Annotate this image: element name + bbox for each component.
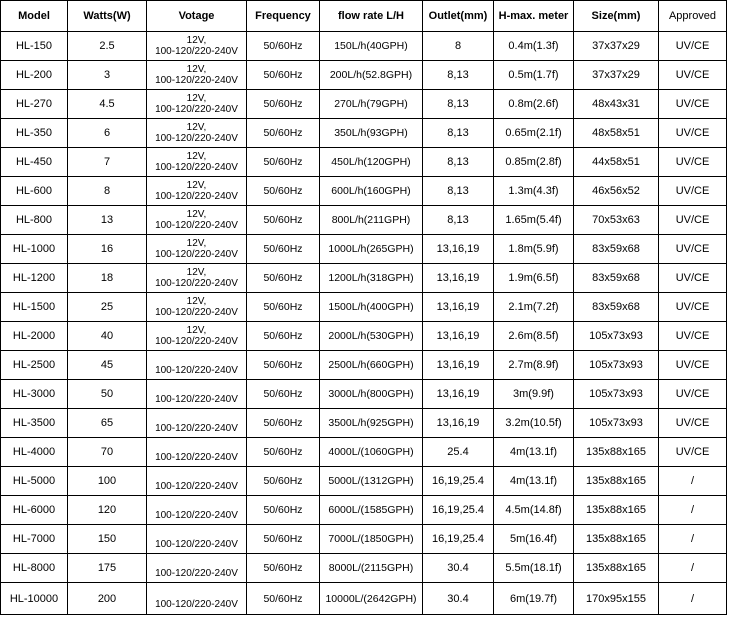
cell-approved: UV/CE [659,293,727,322]
cell-watts: 8 [68,177,147,206]
cell-model: HL-350 [1,119,68,148]
cell-model: HL-2500 [1,351,68,380]
cell-flow-rate: 7000L/(1850GPH) [320,525,423,554]
cell-flow-rate: 1200L/h(318GPH) [320,264,423,293]
cell-approved: UV/CE [659,235,727,264]
cell-model: HL-1000 [1,235,68,264]
table-row [1,293,727,322]
cell-voltage [147,438,247,467]
cell-approved: / [659,525,727,554]
cell-model: HL-3500 [1,409,68,438]
cell-voltage [147,554,247,583]
cell-voltage [147,235,247,264]
cell-outlet: 13,16,19 [423,322,494,351]
cell-approved: UV/CE [659,206,727,235]
cell-model: HL-800 [1,206,68,235]
cell-hmax: 4.5m(14.8f) [494,496,574,525]
cell-outlet: 25.4 [423,438,494,467]
cell-outlet: 8,13 [423,61,494,90]
table-row [1,119,727,148]
cell-model: HL-2000 [1,322,68,351]
cell-voltage [147,380,247,409]
cell-approved: UV/CE [659,119,727,148]
voltage-line-2: 100-120/220-240V [155,510,238,521]
cell-frequency: 50/60Hz [247,496,320,525]
cell-outlet: 16,19,25.4 [423,496,494,525]
voltage-line-1 [148,588,245,599]
cell-frequency: 50/60Hz [247,32,320,61]
cell-voltage [147,322,247,351]
cell-frequency: 50/60Hz [247,467,320,496]
cell-model: HL-600 [1,177,68,206]
cell-flow-rate: 450L/h(120GPH) [320,148,423,177]
voltage-line-2: 100-120/220-240V [155,539,238,550]
cell-watts: 65 [68,409,147,438]
cell-approved: UV/CE [659,409,727,438]
table-row [1,148,727,177]
table-row [1,235,727,264]
cell-flow-rate: 600L/h(160GPH) [320,177,423,206]
cell-outlet: 30.4 [423,583,494,615]
cell-model: HL-7000 [1,525,68,554]
cell-size: 105x73x93 [574,322,659,351]
cell-outlet: 13,16,19 [423,264,494,293]
cell-hmax: 0.5m(1.7f) [494,61,574,90]
cell-size: 105x73x93 [574,409,659,438]
cell-approved: UV/CE [659,264,727,293]
cell-approved: / [659,467,727,496]
cell-watts: 70 [68,438,147,467]
cell-approved: UV/CE [659,322,727,351]
cell-voltage [147,206,247,235]
cell-model: HL-8000 [1,554,68,583]
cell-watts: 40 [68,322,147,351]
cell-flow-rate: 3500L/h(925GPH) [320,409,423,438]
cell-frequency: 50/60Hz [247,525,320,554]
cell-voltage [147,525,247,554]
cell-outlet: 13,16,19 [423,293,494,322]
voltage-line-1: 12V, [186,238,207,249]
table-row [1,61,727,90]
voltage-line-1 [148,354,245,365]
cell-voltage [147,583,247,615]
voltage-line-1 [148,499,245,510]
cell-voltage [147,177,247,206]
voltage-line-1: 12V, [186,93,207,104]
cell-frequency: 50/60Hz [247,148,320,177]
cell-outlet: 8 [423,32,494,61]
cell-watts: 100 [68,467,147,496]
cell-frequency: 50/60Hz [247,351,320,380]
table-row [1,380,727,409]
cell-outlet: 8,13 [423,90,494,119]
voltage-line-2: 100-120/220-240V [155,191,238,202]
cell-outlet: 16,19,25.4 [423,525,494,554]
cell-watts: 50 [68,380,147,409]
voltage-line-2: 100-120/220-240V [155,307,238,318]
cell-model: HL-1500 [1,293,68,322]
cell-model: HL-150 [1,32,68,61]
cell-outlet: 8,13 [423,119,494,148]
cell-hmax: 3.2m(10.5f) [494,409,574,438]
cell-flow-rate: 5000L/(1312GPH) [320,467,423,496]
table-row [1,409,727,438]
table-row [1,467,727,496]
cell-outlet: 8,13 [423,177,494,206]
cell-voltage [147,293,247,322]
table-row [1,206,727,235]
cell-frequency: 50/60Hz [247,90,320,119]
voltage-line-1 [148,528,245,539]
cell-approved: / [659,583,727,615]
cell-hmax: 1.3m(4.3f) [494,177,574,206]
cell-size: 170x95x155 [574,583,659,615]
cell-model: HL-6000 [1,496,68,525]
voltage-line-1 [148,383,245,394]
header-model: Model [1,1,68,32]
voltage-line-2: 100-120/220-240V [155,75,238,86]
voltage-line-2: 100-120/220-240V [155,249,238,260]
voltage-line-1 [148,557,245,568]
cell-approved: UV/CE [659,90,727,119]
header-outlet: Outlet(mm) [423,1,494,32]
header-flow-rate: flow rate L/H [320,1,423,32]
cell-size: 105x73x93 [574,351,659,380]
cell-voltage [147,409,247,438]
voltage-line-1: 12V, [186,151,207,162]
cell-hmax: 4m(13.1f) [494,467,574,496]
voltage-line-2: 100-120/220-240V [155,481,238,492]
cell-hmax: 2.6m(8.5f) [494,322,574,351]
cell-watts: 3 [68,61,147,90]
cell-flow-rate: 150L/h(40GPH) [320,32,423,61]
cell-model: HL-5000 [1,467,68,496]
cell-flow-rate: 200L/h(52.8GPH) [320,61,423,90]
cell-frequency: 50/60Hz [247,380,320,409]
cell-hmax: 0.65m(2.1f) [494,119,574,148]
cell-size: 83x59x68 [574,264,659,293]
cell-flow-rate: 1000L/h(265GPH) [320,235,423,264]
cell-model: HL-200 [1,61,68,90]
cell-approved: UV/CE [659,351,727,380]
table-row [1,32,727,61]
cell-model: HL-1200 [1,264,68,293]
cell-approved: UV/CE [659,61,727,90]
cell-watts: 25 [68,293,147,322]
voltage-line-1: 12V, [186,180,207,191]
cell-approved: / [659,496,727,525]
cell-watts: 16 [68,235,147,264]
cell-frequency: 50/60Hz [247,409,320,438]
cell-watts: 150 [68,525,147,554]
voltage-line-2: 100-120/220-240V [155,568,238,579]
cell-approved: UV/CE [659,380,727,409]
header-row [1,1,727,32]
cell-approved: UV/CE [659,438,727,467]
cell-flow-rate: 3000L/h(800GPH) [320,380,423,409]
cell-watts: 6 [68,119,147,148]
cell-size: 70x53x63 [574,206,659,235]
header-watts: Watts(W) [68,1,147,32]
cell-flow-rate: 2500L/h(660GPH) [320,351,423,380]
cell-flow-rate: 6000L/(1585GPH) [320,496,423,525]
table-row [1,583,727,615]
cell-hmax: 1.65m(5.4f) [494,206,574,235]
cell-watts: 45 [68,351,147,380]
cell-flow-rate: 270L/h(79GPH) [320,90,423,119]
cell-approved: UV/CE [659,32,727,61]
cell-watts: 120 [68,496,147,525]
cell-hmax: 5.5m(18.1f) [494,554,574,583]
cell-outlet: 13,16,19 [423,409,494,438]
cell-frequency: 50/60Hz [247,583,320,615]
voltage-line-2: 100-120/220-240V [155,220,238,231]
cell-watts: 2.5 [68,32,147,61]
cell-flow-rate: 4000L/(1060GPH) [320,438,423,467]
voltage-line-1: 12V, [186,296,207,307]
header-voltage: Votage [147,1,247,32]
cell-size: 83x59x68 [574,235,659,264]
cell-flow-rate: 800L/h(211GPH) [320,206,423,235]
table-row [1,90,727,119]
voltage-line-2: 100-120/220-240V [155,278,238,289]
cell-voltage [147,119,247,148]
cell-hmax: 5m(16.4f) [494,525,574,554]
header-size: Size(mm) [574,1,659,32]
cell-voltage [147,264,247,293]
table-row [1,322,727,351]
cell-frequency: 50/60Hz [247,293,320,322]
cell-approved: / [659,554,727,583]
table-row [1,525,727,554]
voltage-line-1 [148,441,245,452]
cell-hmax: 1.9m(6.5f) [494,264,574,293]
cell-hmax: 2.1m(7.2f) [494,293,574,322]
table-row [1,496,727,525]
cell-hmax: 3m(9.9f) [494,380,574,409]
cell-size: 48x43x31 [574,90,659,119]
voltage-line-2: 100-120/220-240V [155,336,238,347]
cell-voltage [147,467,247,496]
cell-voltage [147,61,247,90]
cell-size: 46x56x52 [574,177,659,206]
cell-watts: 18 [68,264,147,293]
cell-model: HL-3000 [1,380,68,409]
cell-approved: UV/CE [659,148,727,177]
cell-flow-rate: 10000L/(2642GPH) [320,583,423,615]
voltage-line-2: 100-120/220-240V [155,133,238,144]
table-row [1,438,727,467]
voltage-line-1: 12V, [186,64,207,75]
cell-size: 83x59x68 [574,293,659,322]
cell-frequency: 50/60Hz [247,554,320,583]
voltage-line-1 [148,412,245,423]
voltage-line-1 [148,470,245,481]
cell-flow-rate: 8000L/(2115GPH) [320,554,423,583]
cell-size: 135x88x165 [574,525,659,554]
cell-outlet: 30.4 [423,554,494,583]
header-hmax: H-max. meter [494,1,574,32]
cell-frequency: 50/60Hz [247,61,320,90]
cell-hmax: 4m(13.1f) [494,438,574,467]
table-row [1,264,727,293]
cell-size: 135x88x165 [574,438,659,467]
cell-outlet: 8,13 [423,148,494,177]
table-row [1,177,727,206]
cell-flow-rate: 2000L/h(530GPH) [320,322,423,351]
cell-model: HL-4000 [1,438,68,467]
cell-size: 135x88x165 [574,554,659,583]
cell-hmax: 0.85m(2.8f) [494,148,574,177]
voltage-line-2: 100-120/220-240V [155,423,238,434]
header-frequency: Frequency [247,1,320,32]
cell-size: 37x37x29 [574,61,659,90]
header-approved: Approved [659,1,727,32]
cell-frequency: 50/60Hz [247,119,320,148]
cell-size: 135x88x165 [574,467,659,496]
cell-voltage [147,496,247,525]
cell-outlet: 13,16,19 [423,351,494,380]
cell-frequency: 50/60Hz [247,438,320,467]
cell-frequency: 50/60Hz [247,322,320,351]
cell-outlet: 13,16,19 [423,235,494,264]
cell-watts: 200 [68,583,147,615]
cell-outlet: 13,16,19 [423,380,494,409]
cell-size: 135x88x165 [574,496,659,525]
cell-size: 48x58x51 [574,119,659,148]
cell-model: HL-10000 [1,583,68,615]
cell-frequency: 50/60Hz [247,235,320,264]
voltage-line-2: 100-120/220-240V [155,452,238,463]
cell-model: HL-270 [1,90,68,119]
voltage-line-2: 100-120/220-240V [155,394,238,405]
voltage-line-1: 12V, [186,122,207,133]
cell-voltage [147,148,247,177]
cell-hmax: 0.8m(2.6f) [494,90,574,119]
cell-size: 44x58x51 [574,148,659,177]
cell-watts: 4.5 [68,90,147,119]
cell-watts: 13 [68,206,147,235]
voltage-line-1: 12V, [186,35,207,46]
table-row [1,351,727,380]
voltage-line-1: 12V, [186,209,207,220]
table-body [1,32,727,615]
cell-voltage [147,90,247,119]
cell-size: 37x37x29 [574,32,659,61]
voltage-line-2: 100-120/220-240V [155,104,238,115]
cell-outlet: 16,19,25.4 [423,467,494,496]
cell-watts: 7 [68,148,147,177]
cell-model: HL-450 [1,148,68,177]
voltage-line-2: 100-120/220-240V [155,365,238,376]
voltage-line-1: 12V, [186,325,207,336]
cell-flow-rate: 1500L/h(400GPH) [320,293,423,322]
cell-flow-rate: 350L/h(93GPH) [320,119,423,148]
table-row [1,554,727,583]
cell-frequency: 50/60Hz [247,177,320,206]
voltage-line-2: 100-120/220-240V [155,46,238,57]
cell-hmax: 1.8m(5.9f) [494,235,574,264]
cell-frequency: 50/60Hz [247,264,320,293]
cell-voltage [147,351,247,380]
cell-hmax: 6m(19.7f) [494,583,574,615]
voltage-line-2: 100-120/220-240V [155,162,238,173]
cell-approved: UV/CE [659,177,727,206]
cell-hmax: 2.7m(8.9f) [494,351,574,380]
cell-voltage [147,32,247,61]
voltage-line-2: 100-120/220-240V [155,598,238,610]
cell-frequency: 50/60Hz [247,206,320,235]
cell-watts: 175 [68,554,147,583]
cell-outlet: 8,13 [423,206,494,235]
voltage-line-1: 12V, [186,267,207,278]
cell-hmax: 0.4m(1.3f) [494,32,574,61]
cell-size: 105x73x93 [574,380,659,409]
